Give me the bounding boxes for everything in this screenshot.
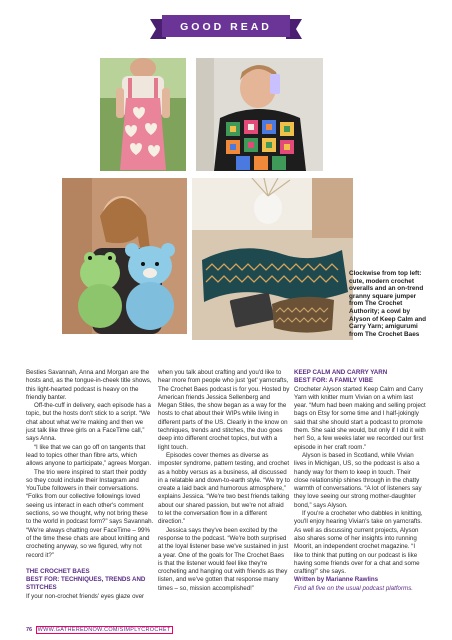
- website-url[interactable]: WWW.GATHEREDNOW.COM/SIMPLYCROCHET: [37, 627, 171, 633]
- article-column-2: [158, 369, 290, 593]
- section-heading: THE CROCHET BAES: [26, 567, 90, 575]
- author-byline: Written by Marianne Rawlins: [294, 576, 379, 584]
- paragraph: Off-the-cuff in delivery, each episode has a topic, but the hosts don't stick to a script. “We chat about what we're making and then we just talk like three girls on a FaceTime call,” says Anna.: [26, 402, 151, 443]
- photo-amigurumi-bears: [62, 178, 187, 334]
- paragraph: Episodes cover themes as diverse as imposter syndrome, pattern testing, and crochet as a hobby versus as a business, all discussed in a relatable and down-to-earth style. “We try to create a laid back and humorous atmosphere,” explains Jessica. “We're two best friends talking about our shared passion, but we're not afraid to let the conversation flow in a different direction.”: [158, 451, 290, 526]
- article-column-1: [26, 369, 154, 601]
- photo-crochet-overalls: [100, 58, 186, 171]
- paragraph: “I like that we can go off on tangents that lead to topics other than fibre arts, which allows anyone to participate,” agrees Morgan.: [26, 443, 152, 468]
- section-heading: KEEP CALM AND CARRY YARN: [294, 369, 388, 376]
- section-banner: [150, 13, 302, 41]
- paragraph: Crocheter Alyson started Keep Calm and Carry Yarn with knitter mum Vivian on a whim last year. “Mum had been making and selling project bags on Etsy for some time and I half-jokingly said that she should start a podcast to promote them. She said she would, but only if I did it with her! So, a few weeks later we recorded our first episode in her craft room.”: [294, 385, 426, 451]
- paragraph: when you talk about crafting and you'd like to hear more from people who just 'get' yarncrafts, The Crochet Baes podcast is for you. Hosted by American friends Jessica Sellenberg and Megan Stiles, the show began as a way for the hosts to chat about their WIPs while living in different parts of the US. Clearly in the know on techniques, trends and stitches, the duo goes deep into different crochet topics, but with a light touch.: [158, 369, 290, 451]
- section-subheading: BEST FOR: A FAMILY VIBE: [294, 377, 373, 385]
- paragraph: Besties Savannah, Anna and Morgan are the hosts and, as the tongue-in-cheek title shows, this light-hearted podcast is heavy on the friendly banter.: [26, 369, 152, 401]
- article-column-3: [294, 369, 426, 593]
- banner-title: GOOD READ: [180, 21, 272, 33]
- page-footer: [26, 627, 173, 633]
- photo-granny-square-jumper: [196, 58, 323, 171]
- paragraph: If you're a crocheter who dabbles in knitting, you'll enjoy hearing Vivian's take on yarncrafts. As well as discussing current projects, Alyson also shares some of her insights into running Moorit, an independent crochet magazine. “I like to think that putting on our podcast is like having some friends over for a chat and some crafting!” she says.: [294, 510, 423, 576]
- photo-cowl-on-table: [192, 178, 353, 340]
- page-number: 76: [26, 627, 33, 633]
- paragraph: The trio were inspired to start their poddy so they could include their Instagram and YouTube followers in their conversations. “Folks from our collective followings loved seeing us interact in each other's comment sections, so we thought, why not bring these to the world in podcast form?” says Savannah. “We're always chatting over FaceTime – 99% of the time these chats are about knitting and crocheting anyway, so we figured, why not record it?”: [26, 468, 154, 559]
- paragraph: Alyson is based in Scotland, while Vivian lives in Michigan, US, so the podcast is also a handy way for them to keep in touch. Their close relationship shines through in the chatty warmth of conversations. “A lot of listeners say they love seeing our strong mother-daughter bond,” says Alyson.: [294, 451, 422, 509]
- paragraph: If your non-crochet friends' eyes glaze over: [26, 592, 145, 600]
- paragraph: Jessica says they've been excited by the response to the podcast. “We're both surprised at the loyal listener base we've sustained in just a year. One of the goals for The Crochet Baes is that the listener would feel like they're crocheting and hanging out with friends as they listen, and we've gotten that response many times – so, mission accomplished!”: [158, 526, 289, 592]
- podcast-platforms-note: Find all five on the usual podcast platforms.: [294, 584, 414, 592]
- section-subheading: BEST FOR: TECHNIQUES, TRENDS AND STITCHES: [26, 576, 146, 592]
- photo-caption: Clockwise from top left: cute, modern crochet overalls and an on-trend granny square jumper from The Crochet Authority; a cowl by Alyson of Keep Calm and Carry Yarn; amigurumi from The Crochet Baes: [349, 270, 427, 338]
